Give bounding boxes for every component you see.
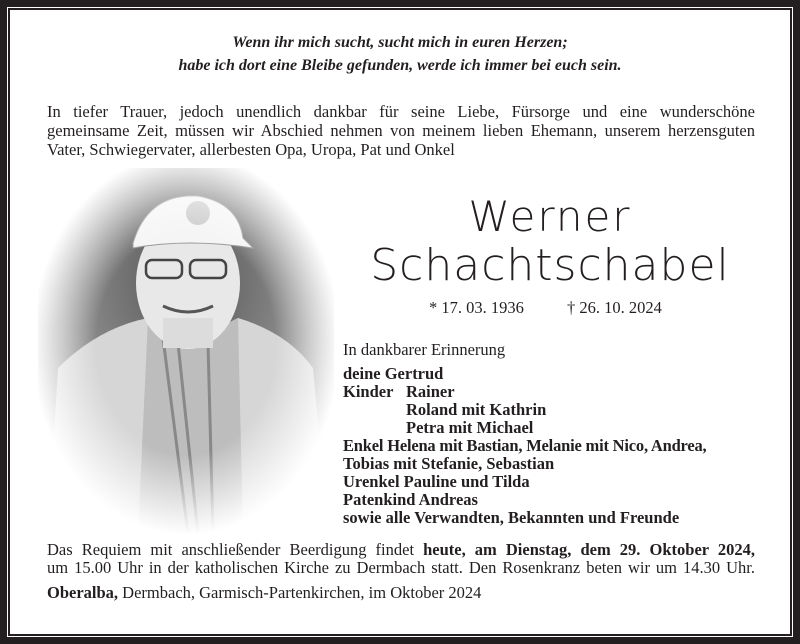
service-date: heute, am Dienstag, dem 29. Oktober 2024, <box>423 540 755 559</box>
deceased-first-name: Werner <box>468 192 632 241</box>
quote-line-1: Wenn ihr mich sucht, sucht mich in euren Herzen; <box>232 34 568 51</box>
place-rest: Dermbach, Garmisch-Partenkirchen, im Oktober 2024 <box>122 583 482 602</box>
mourner-line: sowie alle Verwandten, Bekannten und Freunde <box>343 508 680 527</box>
portrait-photo <box>38 168 334 534</box>
service-text: Das Requiem mit anschließender Beerdigung findet <box>47 540 415 559</box>
intro-line-1: In tiefer Trauer, jedoch unendlich dankbar für seine Liebe, Fürsorge und eine wunderschöne <box>47 102 755 121</box>
service-line-1 <box>47 540 755 560</box>
mourner-label-kinder: Kinder <box>343 382 394 401</box>
mourner-line: Roland mit Kathrin <box>406 400 547 419</box>
quote-line-2: habe ich dort eine Bleibe gefunden, werde ich immer bei euch sein. <box>178 57 622 74</box>
deceased-last-name: Schachtschabel <box>370 240 730 291</box>
intro-line-3: Vater, Schwiegervater, allerbesten Opa, Uropa, Pat und Onkel <box>47 140 455 159</box>
place-main: Oberalba, <box>47 583 119 602</box>
place-date-line <box>47 583 755 603</box>
service-line-2: um 15.00 Uhr in der katholischen Kirche zu Dermbach statt. Den Rosenkranz beten wir um 14.30 Uhr. <box>47 558 755 577</box>
mourner-line: Petra mit Michael <box>406 418 534 437</box>
mourner-line: Tobias mit Stefanie, Sebastian <box>343 454 555 473</box>
mourner-line: Rainer <box>406 382 455 401</box>
mourners-heading: In dankbarer Erinnerung <box>343 340 506 359</box>
mourner-line: deine Gertrud <box>343 364 444 383</box>
mourner-line: Enkel Helena mit Bastian, Melanie mit Nico, Andrea, <box>343 436 707 455</box>
birth-date: * 17. 03. 1936 <box>429 298 524 317</box>
mourner-line: Urenkel Pauline und Tilda <box>343 472 530 491</box>
death-date: † 26. 10. 2024 <box>567 298 662 317</box>
mourner-line: Patenkind Andreas <box>343 490 478 509</box>
intro-line-2: gemeinsame Zeit, müssen wir Abschied nehmen von meinem lieben Ehemann, unserem herzensguten <box>47 121 755 140</box>
